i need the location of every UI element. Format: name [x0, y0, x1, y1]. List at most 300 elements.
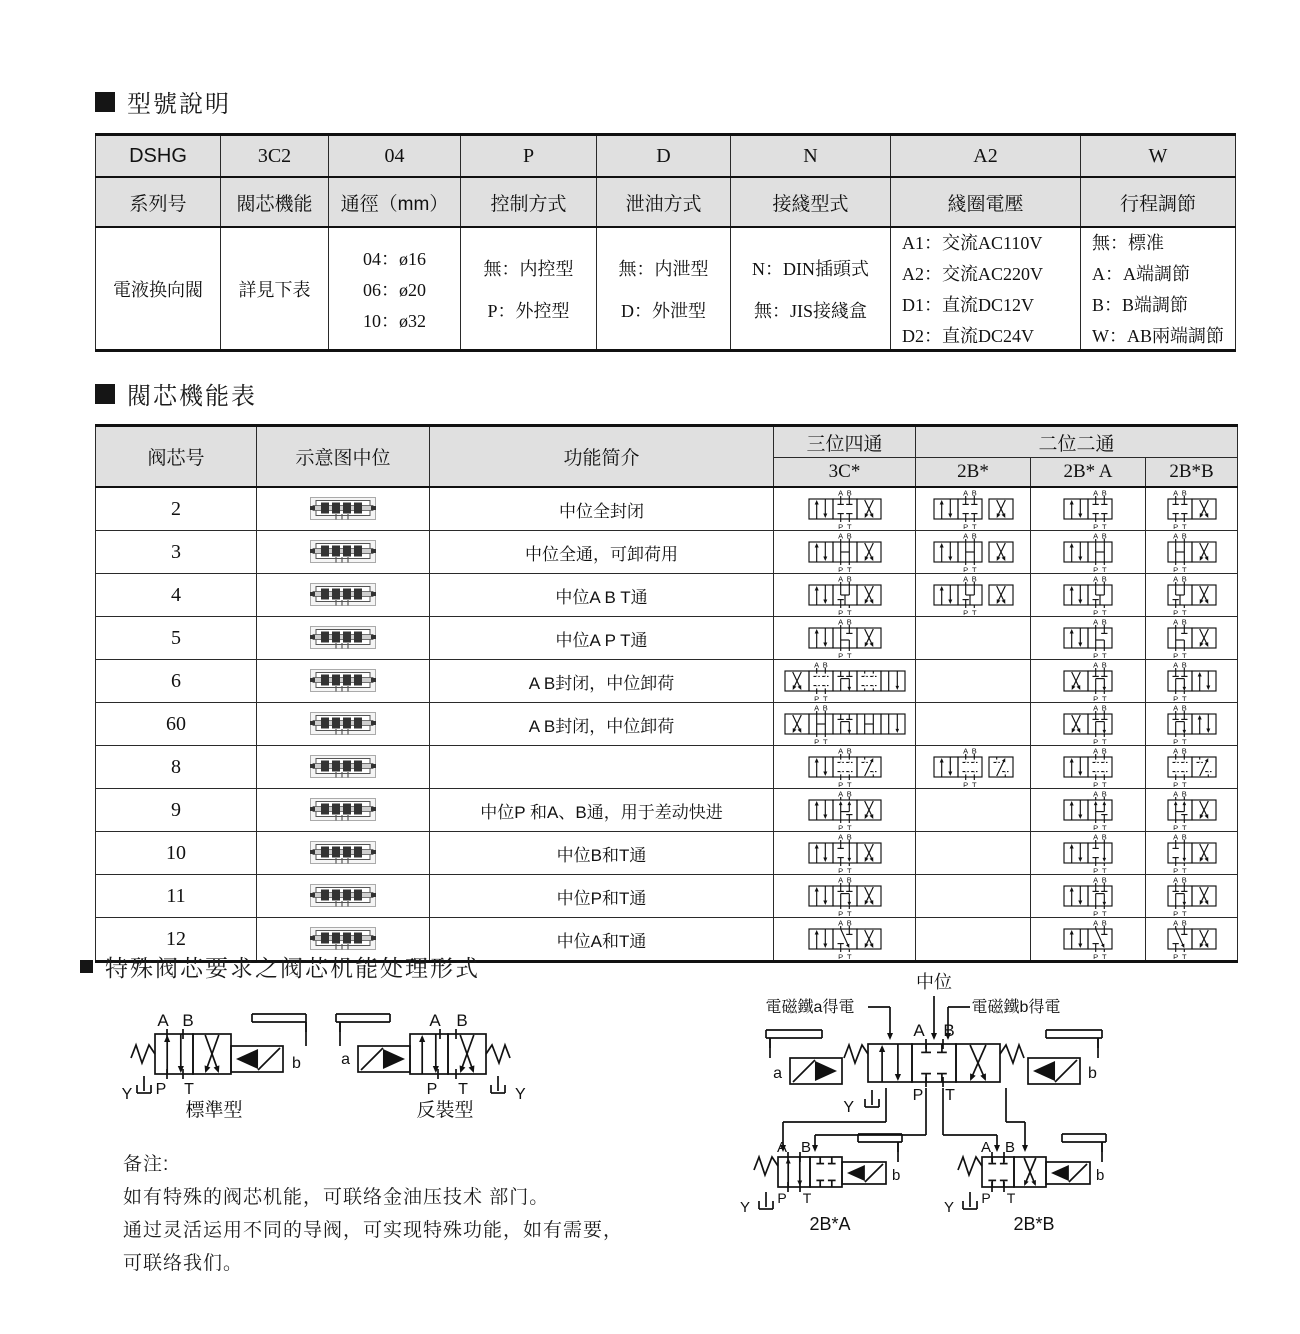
svg-text:T: T — [1102, 694, 1107, 701]
svg-text:P: P — [962, 608, 968, 615]
svg-text:電磁鐵a得電: 電磁鐵a得電 — [765, 999, 855, 1016]
svg-text:A: A — [1093, 489, 1099, 498]
symbol-2b-cell — [916, 789, 1031, 832]
svg-text:A: A — [837, 790, 843, 799]
valve-symbol — [1063, 704, 1113, 744]
valve-symbol — [808, 532, 882, 572]
valve-symbol — [1167, 489, 1217, 529]
svg-text:B: B — [846, 833, 852, 842]
field-label-cell: 閥芯機能 — [221, 177, 329, 227]
symbol-2ba-cell — [1031, 875, 1146, 918]
valve-symbol — [1063, 747, 1113, 787]
svg-text:P: P — [837, 952, 843, 959]
svg-text:B: B — [1181, 489, 1187, 498]
valve-symbol — [933, 747, 1014, 787]
svg-text:P: P — [837, 565, 843, 572]
spool-description-cell: 中位全通，可卸荷用 — [430, 531, 774, 574]
symbol-3c-cell — [774, 789, 916, 832]
model-code-cell: P — [461, 135, 597, 178]
svg-text:P: P — [837, 522, 843, 529]
symbol-3c-cell — [774, 746, 916, 789]
svg-text:A: A — [429, 1011, 441, 1030]
svg-text:A: A — [962, 532, 968, 541]
svg-text:P: P — [962, 565, 968, 572]
svg-text:B: B — [1101, 790, 1107, 799]
svg-text:T: T — [802, 1190, 812, 1206]
field-value-cell: A1：交流AC110V A2：交流AC220V D1：直流DC12V D2：直流DC24V — [891, 227, 1081, 351]
svg-text:P: P — [1093, 952, 1099, 959]
svg-text:P: P — [962, 522, 968, 529]
model-designation-table — [95, 133, 1236, 352]
symbol-2b-cell — [916, 531, 1031, 574]
valve-symbol — [1063, 919, 1113, 959]
note-line: 如有特殊的阀芯机能，可联络金油压技术 部门。 — [123, 1187, 550, 1208]
svg-text:T: T — [822, 737, 828, 744]
svg-text:A: A — [837, 833, 843, 842]
symbol-2ba-cell — [1031, 789, 1146, 832]
section-square-icon — [95, 384, 115, 404]
svg-text:P: P — [1172, 522, 1178, 529]
svg-text:P: P — [1172, 823, 1178, 830]
svg-text:A: A — [1093, 532, 1099, 541]
svg-text:T: T — [1181, 608, 1187, 615]
svg-text:T: T — [1181, 565, 1187, 572]
field-value-cell: 無：内控型 P：外控型 — [461, 227, 597, 351]
symbol-2b-cell — [916, 617, 1031, 660]
svg-text:P: P — [837, 909, 843, 916]
svg-text:T: T — [945, 1087, 955, 1104]
svg-text:T: T — [1102, 522, 1107, 529]
svg-text:T: T — [971, 522, 977, 529]
svg-text:A: A — [1172, 489, 1178, 498]
svg-text:B: B — [1181, 790, 1187, 799]
svg-text:P: P — [1093, 522, 1099, 529]
svg-text:T: T — [1102, 866, 1107, 873]
symbol-2b-cell — [916, 746, 1031, 789]
svg-text:P: P — [837, 780, 843, 787]
svg-text:P: P — [837, 866, 843, 873]
svg-text:P: P — [1172, 866, 1178, 873]
svg-text:A: A — [837, 747, 843, 756]
svg-text:T: T — [846, 565, 852, 572]
svg-text:P: P — [912, 1087, 924, 1104]
model-designation-table-wrap — [95, 133, 1236, 352]
svg-text:T: T — [971, 780, 977, 787]
notes-block — [123, 1148, 623, 1280]
svg-text:P: P — [1093, 823, 1099, 830]
svg-text:T: T — [1102, 823, 1107, 830]
svg-text:B: B — [182, 1011, 194, 1030]
field-value-cell: 無：内泄型 D：外泄型 — [597, 227, 731, 351]
field-value-cell: 04：ø16 06：ø20 10：ø32 — [329, 227, 461, 351]
svg-text:T: T — [1181, 909, 1187, 916]
svg-text:B: B — [1101, 704, 1107, 713]
valve-symbol — [1063, 661, 1113, 701]
svg-text:T: T — [184, 1081, 194, 1098]
column-header-cell: 示意图中位 — [257, 426, 430, 488]
svg-text:A: A — [962, 575, 968, 584]
spool-number-cell: 5 — [96, 617, 257, 660]
code-row — [96, 135, 1236, 178]
section-square-icon — [95, 92, 115, 112]
section1-title-text: 型號說明 — [127, 91, 231, 118]
svg-text:A: A — [1093, 747, 1099, 756]
svg-text:A: A — [1172, 704, 1178, 713]
svg-text:P: P — [155, 1081, 167, 1098]
sub-header-cell: 2B* A — [1031, 458, 1146, 488]
spool-description-cell — [430, 746, 774, 789]
svg-text:b: b — [1088, 1065, 1097, 1082]
spool-number-cell: 10 — [96, 832, 257, 875]
spool-description-cell: 中位B和T通 — [430, 832, 774, 875]
spool-row — [96, 703, 1238, 746]
svg-text:B: B — [1181, 532, 1187, 541]
solenoid-position-diagram — [700, 972, 1295, 1272]
svg-text:Y: Y — [121, 1086, 133, 1103]
svg-text:A: A — [837, 489, 843, 498]
svg-text:P: P — [837, 823, 843, 830]
svg-text:P: P — [1172, 565, 1178, 572]
spool-row — [96, 531, 1238, 574]
standard-reverse-diagrams — [100, 1002, 660, 1157]
spool-description-cell: 中位A P T通 — [430, 617, 774, 660]
svg-text:Y: Y — [739, 1199, 750, 1216]
symbol-2bb-cell — [1146, 703, 1238, 746]
svg-text:T: T — [1102, 651, 1107, 658]
spool-schematic — [309, 882, 377, 910]
valve-symbol — [808, 747, 882, 787]
spool-schematic-cell — [257, 746, 430, 789]
group-header-row — [96, 426, 1238, 458]
svg-text:T: T — [1102, 737, 1107, 744]
valve-symbol — [1167, 876, 1217, 916]
model-code-cell: D — [597, 135, 731, 178]
svg-text:T: T — [1181, 737, 1187, 744]
spool-schematic-cell — [257, 703, 430, 746]
svg-text:電磁鐵b得電: 電磁鐵b得電 — [971, 999, 1061, 1016]
spool-description-cell: A B封闭，中位卸荷 — [430, 660, 774, 703]
symbol-3c-cell — [774, 487, 916, 531]
svg-text:A: A — [837, 575, 843, 584]
symbol-2ba-cell — [1031, 531, 1146, 574]
field-label-cell: 控制方式 — [461, 177, 597, 227]
svg-text:B: B — [971, 747, 977, 756]
svg-text:Y: Y — [515, 1086, 526, 1103]
svg-text:B: B — [822, 704, 828, 713]
svg-text:T: T — [1102, 608, 1107, 615]
svg-text:A: A — [813, 704, 819, 713]
symbol-2ba-cell — [1031, 918, 1146, 962]
sub-header-cell: 2B*B — [1146, 458, 1238, 488]
valve-symbol — [1063, 618, 1113, 658]
svg-text:P: P — [1093, 651, 1099, 658]
svg-text:A: A — [1093, 876, 1099, 885]
spool-schematic-cell — [257, 660, 430, 703]
svg-text:B: B — [822, 661, 828, 670]
svg-text:a: a — [341, 1051, 350, 1068]
spool-schematic-cell — [257, 617, 430, 660]
svg-text:P: P — [813, 737, 819, 744]
symbol-2bb-cell — [1146, 746, 1238, 789]
spool-number-cell: 11 — [96, 875, 257, 918]
field-value-row — [96, 227, 1236, 351]
spool-description-cell: 中位全封闭 — [430, 487, 774, 531]
svg-text:A: A — [157, 1011, 169, 1030]
svg-text:P: P — [962, 780, 968, 787]
svg-text:A: A — [980, 1139, 992, 1156]
valve-symbol — [1063, 790, 1113, 830]
svg-text:Y: Y — [843, 1099, 854, 1116]
svg-text:P: P — [1093, 866, 1099, 873]
svg-text:A: A — [1172, 532, 1178, 541]
model-code-cell: DSHG — [96, 135, 221, 178]
symbol-2bb-cell — [1146, 487, 1238, 531]
svg-text:B: B — [1101, 661, 1107, 670]
valve-symbol — [1063, 532, 1113, 572]
svg-text:A: A — [1093, 833, 1099, 842]
field-label-cell: 泄油方式 — [597, 177, 731, 227]
svg-text:B: B — [1101, 833, 1107, 842]
svg-text:T: T — [1006, 1190, 1016, 1206]
valve-symbol — [1167, 919, 1217, 959]
svg-text:Y: Y — [943, 1199, 954, 1216]
spool-schematic — [309, 710, 377, 738]
svg-text:P: P — [1172, 780, 1178, 787]
svg-text:A: A — [1172, 618, 1178, 627]
symbol-3c-cell — [774, 832, 916, 875]
symbol-2bb-cell — [1146, 660, 1238, 703]
svg-text:B: B — [1181, 876, 1187, 885]
symbol-2ba-cell — [1031, 574, 1146, 617]
section2-title-text: 閥芯機能表 — [127, 383, 257, 410]
svg-text:A: A — [1093, 919, 1099, 928]
svg-text:P: P — [981, 1190, 991, 1206]
model-code-cell: W — [1081, 135, 1236, 178]
spool-row — [96, 832, 1238, 875]
valve-symbol — [1167, 575, 1217, 615]
symbol-2ba-cell — [1031, 832, 1146, 875]
svg-text:A: A — [1172, 790, 1178, 799]
svg-text:B: B — [1101, 876, 1107, 885]
svg-text:A: A — [1172, 661, 1178, 670]
symbol-2b-cell — [916, 832, 1031, 875]
svg-text:B: B — [846, 747, 852, 756]
model-designation-title — [95, 84, 231, 119]
symbol-3c-cell — [774, 703, 916, 746]
svg-text:B: B — [1181, 919, 1187, 928]
spool-schematic — [309, 753, 377, 781]
section-square-small-icon — [80, 960, 93, 973]
valve-symbol — [1167, 747, 1217, 787]
spool-description-cell: 中位P 和A、B通，用于差动快进 — [430, 789, 774, 832]
symbol-2b-cell — [916, 875, 1031, 918]
svg-text:A: A — [913, 1021, 925, 1040]
valve-symbol — [1063, 833, 1113, 873]
field-label-cell: 通徑（mm） — [329, 177, 461, 227]
spool-schematic-cell — [257, 875, 430, 918]
svg-text:B: B — [971, 575, 977, 584]
svg-text:P: P — [1172, 694, 1178, 701]
svg-text:T: T — [1181, 780, 1187, 787]
spool-function-table-wrap — [95, 424, 1238, 963]
symbol-2ba-cell — [1031, 746, 1146, 789]
svg-text:P: P — [1093, 565, 1099, 572]
svg-text:P: P — [426, 1081, 438, 1098]
svg-text:T: T — [971, 608, 977, 615]
svg-text:A: A — [1093, 790, 1099, 799]
svg-text:A: A — [1172, 747, 1178, 756]
svg-text:b: b — [1096, 1167, 1105, 1184]
svg-text:P: P — [813, 694, 819, 701]
valve-symbol — [808, 833, 882, 873]
symbol-3c-cell — [774, 660, 916, 703]
svg-text:P: P — [1172, 608, 1178, 615]
valve-symbol — [933, 575, 1014, 615]
svg-text:T: T — [846, 780, 852, 787]
note-line: 备注: — [123, 1154, 170, 1175]
note-line: 可联络我们。 — [123, 1253, 244, 1274]
svg-text:A: A — [837, 532, 843, 541]
svg-text:B: B — [1004, 1139, 1016, 1156]
spool-number-cell: 6 — [96, 660, 257, 703]
svg-text:T: T — [971, 565, 977, 572]
svg-text:T: T — [846, 608, 852, 615]
svg-text:P: P — [1093, 608, 1099, 615]
svg-text:A: A — [1093, 661, 1099, 670]
svg-text:T: T — [1102, 909, 1107, 916]
svg-text:a: a — [773, 1065, 782, 1082]
spool-row — [96, 617, 1238, 660]
valve-symbol — [808, 876, 882, 916]
svg-text:A: A — [1172, 833, 1178, 842]
symbol-2b-cell — [916, 574, 1031, 617]
column-header-cell: 阀芯号 — [96, 426, 257, 488]
field-value-cell: 無：標准 A：A端調節 B：B端調節 W：AB兩端調節 — [1081, 227, 1236, 351]
group-header-cell: 二位二通 — [916, 426, 1238, 458]
svg-text:T: T — [1181, 866, 1187, 873]
svg-text:T: T — [1102, 565, 1107, 572]
svg-text:P: P — [1093, 909, 1099, 916]
valve-symbol — [1167, 833, 1217, 873]
svg-text:A: A — [1093, 618, 1099, 627]
spool-number-cell: 60 — [96, 703, 257, 746]
valve-symbol — [784, 704, 906, 744]
svg-text:B: B — [456, 1011, 468, 1030]
valve-symbol — [1063, 489, 1113, 529]
symbol-2bb-cell — [1146, 789, 1238, 832]
svg-text:A: A — [837, 919, 843, 928]
svg-text:P: P — [1172, 737, 1178, 744]
valve-symbol — [808, 790, 882, 830]
valve-symbol — [808, 575, 882, 615]
svg-text:T: T — [458, 1081, 468, 1098]
spool-number-cell: 3 — [96, 531, 257, 574]
special-spool-title — [80, 950, 480, 983]
svg-text:T: T — [846, 866, 852, 873]
svg-text:B: B — [800, 1139, 812, 1156]
valve-symbol — [1167, 704, 1217, 744]
sub-header-cell: 3C* — [774, 458, 916, 488]
svg-text:B: B — [1181, 833, 1187, 842]
symbol-2ba-cell — [1031, 487, 1146, 531]
symbol-2b-cell — [916, 918, 1031, 962]
symbol-2ba-cell — [1031, 660, 1146, 703]
svg-text:B: B — [1101, 575, 1107, 584]
valve-symbol — [1063, 575, 1113, 615]
spool-number-cell: 9 — [96, 789, 257, 832]
svg-text:P: P — [1172, 909, 1178, 916]
svg-text:T: T — [1102, 780, 1107, 787]
spool-schematic — [309, 581, 377, 609]
svg-text:P: P — [777, 1190, 787, 1206]
valve-symbol — [1167, 532, 1217, 572]
svg-text:B: B — [1101, 532, 1107, 541]
svg-text:A: A — [1093, 704, 1099, 713]
svg-text:T: T — [846, 909, 852, 916]
svg-text:P: P — [1093, 780, 1099, 787]
spool-description-cell: 中位P和T通 — [430, 875, 774, 918]
valve-symbol — [808, 618, 882, 658]
symbol-2bb-cell — [1146, 918, 1238, 962]
svg-text:B: B — [1101, 489, 1107, 498]
spool-description-cell: A B封闭，中位卸荷 — [430, 703, 774, 746]
svg-text:b: b — [292, 1055, 301, 1072]
svg-text:P: P — [837, 651, 843, 658]
svg-text:T: T — [846, 522, 852, 529]
svg-text:B: B — [846, 618, 852, 627]
svg-text:B: B — [971, 532, 977, 541]
valve-symbol — [933, 489, 1014, 529]
spool-row — [96, 574, 1238, 617]
model-code-cell: 3C2 — [221, 135, 329, 178]
symbol-3c-cell — [774, 918, 916, 962]
svg-text:B: B — [846, 919, 852, 928]
svg-text:標準型: 標準型 — [185, 1100, 243, 1121]
svg-text:B: B — [1181, 661, 1187, 670]
spool-number-cell: 2 — [96, 487, 257, 531]
svg-text:T: T — [1181, 823, 1187, 830]
spool-number-cell: 12 — [96, 918, 257, 962]
svg-text:T: T — [1181, 651, 1187, 658]
svg-text:A: A — [837, 618, 843, 627]
svg-text:B: B — [971, 489, 977, 498]
valve-symbol — [784, 661, 906, 701]
model-code-cell: 04 — [329, 135, 461, 178]
svg-text:T: T — [1181, 952, 1187, 959]
valve-symbol — [933, 532, 1014, 572]
symbol-3c-cell — [774, 531, 916, 574]
svg-text:T: T — [846, 952, 852, 959]
field-label-cell: 行程調節 — [1081, 177, 1236, 227]
spool-schematic — [309, 538, 377, 566]
svg-text:A: A — [1172, 876, 1178, 885]
symbol-2ba-cell — [1031, 617, 1146, 660]
symbol-3c-cell — [774, 875, 916, 918]
symbol-2bb-cell — [1146, 617, 1238, 660]
column-header-cell: 功能简介 — [430, 426, 774, 488]
spool-schematic — [309, 796, 377, 824]
section3-title-text: 特殊阀芯要求之阀芯机能处理形式 — [105, 955, 480, 981]
model-code-cell: A2 — [891, 135, 1081, 178]
spool-schematic-cell — [257, 574, 430, 617]
svg-text:B: B — [846, 575, 852, 584]
valve-symbol — [1167, 790, 1217, 830]
svg-text:T: T — [822, 694, 828, 701]
svg-text:A: A — [813, 661, 819, 670]
valve-type-diagram — [100, 1002, 660, 1152]
svg-text:中位: 中位 — [916, 972, 952, 992]
svg-text:P: P — [1093, 694, 1099, 701]
